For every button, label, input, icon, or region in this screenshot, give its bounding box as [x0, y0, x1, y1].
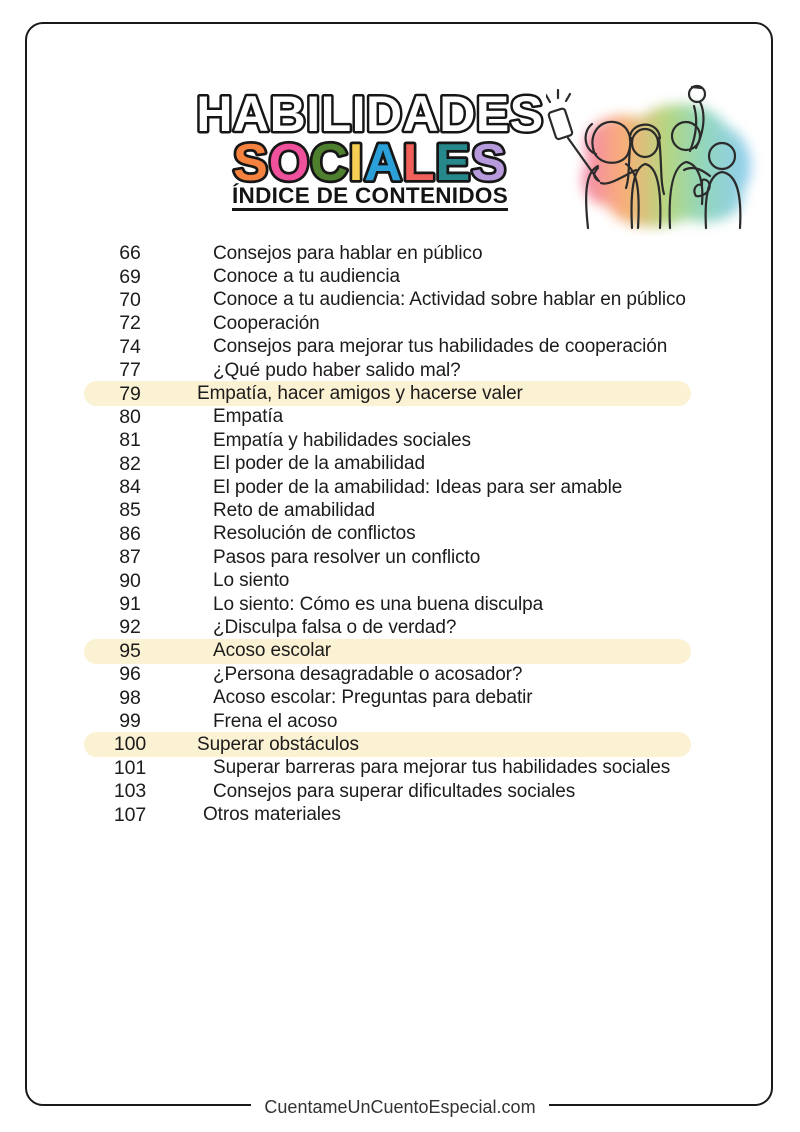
toc-entry-title: El poder de la amabilidad	[213, 453, 425, 475]
footer-site-text: CuentameUnCuentoEspecial.com	[251, 1097, 548, 1117]
toc-page-number: 96	[119, 663, 141, 686]
toc-entry-title: Lo siento: Cómo es una buena disculpa	[213, 593, 544, 615]
toc-entry	[0, 453, 800, 476]
toc-entry	[0, 569, 800, 592]
toc-entry	[0, 312, 800, 335]
toc-entry-title: Superar barreras para mejorar tus habilidades sociales	[213, 757, 671, 779]
toc-list	[0, 242, 800, 827]
toc-page-number: 80	[119, 405, 141, 428]
title-habilidades: HABILIDADES	[196, 86, 544, 142]
toc-page-number: 98	[119, 686, 141, 709]
toc-entry	[0, 476, 800, 499]
title-sociales: SOCIALES	[233, 134, 507, 192]
toc-entry	[0, 663, 800, 686]
toc-entry	[0, 382, 800, 405]
toc-entry-title: El poder de la amabilidad: Ideas para ser amable	[213, 476, 623, 498]
toc-entry	[0, 616, 800, 639]
toc-entry	[0, 499, 800, 522]
toc-entry-title: Acoso escolar: Preguntas para debatir	[213, 687, 533, 709]
toc-entry-title: Cooperación	[213, 312, 320, 334]
toc-page-number: 66	[119, 242, 141, 265]
toc-page-number: 107	[113, 803, 147, 826]
toc-entry-title: ¿Qué pudo haber salido mal?	[213, 359, 461, 381]
subtitle-indice: ÍNDICE DE CONTENIDOS	[231, 183, 509, 208]
toc-entry	[0, 265, 800, 288]
toc-entry-title: Consejos para superar dificultades sociales	[213, 780, 576, 802]
toc-page-number: 101	[113, 756, 147, 779]
toc-entry-title: Pasos para resolver un conflicto	[213, 546, 481, 568]
phone-icon	[548, 108, 573, 140]
toc-entry	[0, 523, 800, 546]
toc-page-number: 77	[119, 359, 141, 382]
toc-entry-title: Reto de amabilidad	[213, 499, 375, 521]
toc-entry-title: ¿Persona desagradable o acosador?	[213, 663, 523, 685]
toc-page-number: 86	[119, 522, 141, 545]
toc-entry-title: Otros materiales	[203, 804, 341, 826]
toc-entry	[0, 289, 800, 312]
toc-page-number: 99	[119, 710, 141, 732]
page-footer	[0, 1095, 800, 1119]
toc-entry-title: Consejos para hablar en público	[213, 242, 483, 264]
toc-page-number: 103	[113, 780, 147, 803]
toc-entry-title: Empatía y habilidades sociales	[213, 429, 471, 451]
toc-page-number: 72	[119, 312, 141, 335]
toc-entry-title: Empatía, hacer amigos y hacerse valer	[197, 383, 523, 405]
toc-page-number: 87	[119, 546, 141, 569]
toc-entry	[0, 803, 800, 826]
toc-page-number: 69	[119, 265, 141, 288]
toc-page-number: 84	[119, 476, 141, 499]
toc-page-number: 70	[119, 288, 141, 311]
toc-entry	[0, 686, 800, 709]
toc-entry	[0, 336, 800, 359]
toc-entry-title: Superar obstáculos	[197, 733, 359, 755]
toc-page-number: 100	[113, 733, 147, 756]
toc-page-number: 95	[119, 639, 141, 662]
toc-entry-title: Resolución de conflictos	[213, 523, 416, 545]
toc-page-number: 91	[119, 593, 141, 616]
toc-entry	[0, 429, 800, 452]
toc-page-number: 90	[119, 569, 141, 592]
toc-entry	[0, 733, 800, 756]
toc-entry	[0, 757, 800, 780]
selfie-group-illustration	[546, 76, 764, 236]
toc-entry	[0, 640, 800, 663]
toc-entry-title: Conoce a tu audiencia: Actividad sobre hablar en público	[213, 289, 686, 311]
toc-page-number: 81	[119, 429, 141, 452]
toc-entry	[0, 593, 800, 616]
toc-page-number: 92	[119, 616, 141, 639]
toc-entry	[0, 780, 800, 803]
toc-entry-title: Consejos para mejorar tus habilidades de cooperación	[213, 336, 668, 358]
toc-entry	[0, 359, 800, 382]
toc-entry	[0, 710, 800, 733]
toc-entry	[0, 546, 800, 569]
toc-entry-title: Lo siento	[213, 570, 290, 592]
toc-entry	[0, 242, 800, 265]
toc-page-number: 85	[119, 499, 141, 522]
toc-entry	[0, 406, 800, 429]
toc-entry-title: Acoso escolar	[213, 640, 332, 662]
toc-entry-title: Frena el acoso	[213, 710, 338, 732]
toc-entry-title: Empatía	[213, 406, 284, 428]
toc-page-number: 79	[119, 382, 141, 405]
toc-entry-title: Conoce a tu audiencia	[213, 266, 400, 288]
toc-page-number: 82	[119, 452, 141, 475]
toc-entry-title: ¿Disculpa falsa o de verdad?	[213, 616, 457, 638]
toc-page-number: 74	[119, 335, 141, 358]
